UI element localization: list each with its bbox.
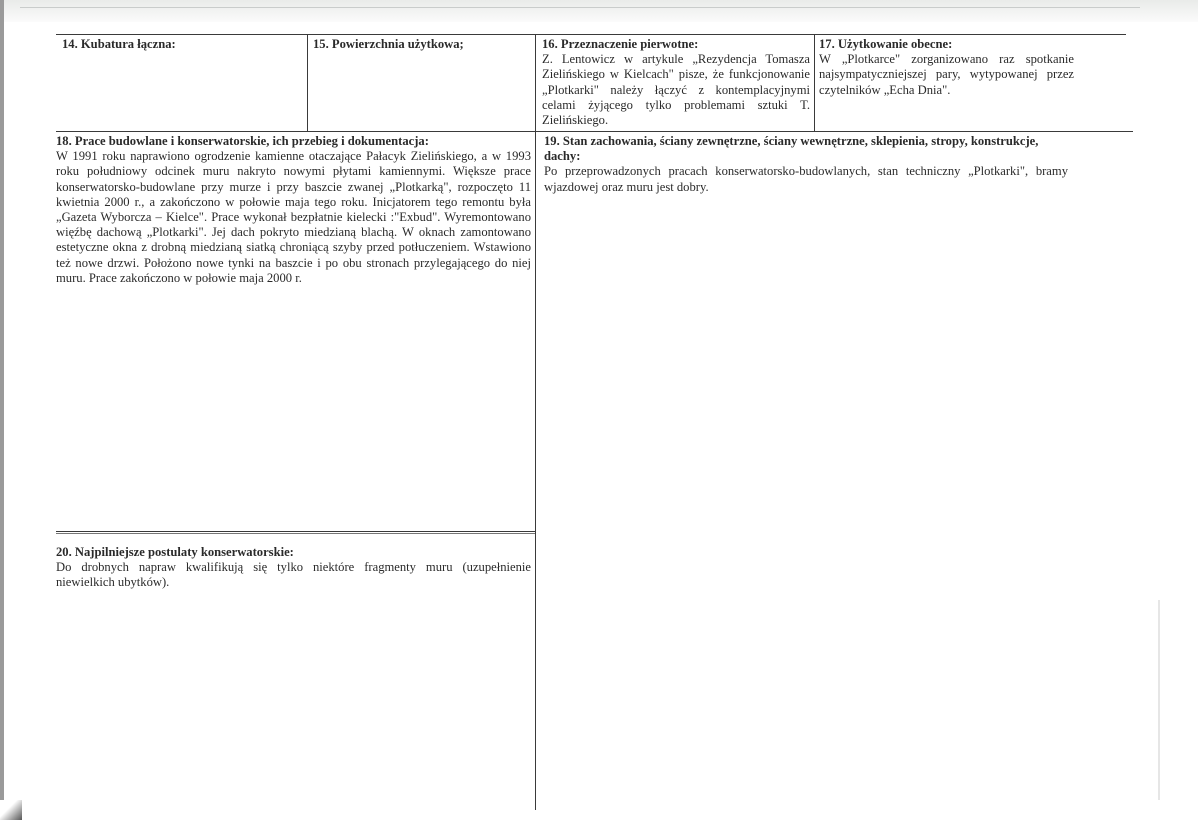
cell-17-label: 17. Użytkowanie obecne: <box>819 37 953 51</box>
cell-16-label: 16. Przeznaczenie pierwotne: <box>542 37 699 51</box>
column-divider-right-top <box>814 34 815 131</box>
cell20-top-border-inner <box>56 533 536 534</box>
column-divider-middle <box>535 34 536 810</box>
cell-19-stan-zachowania <box>544 134 1068 195</box>
cell-18-text: W 1991 roku naprawiono ogrodzenie kamienne otaczające Pałacyk Zielińskiego, a w 1993 roku południowy odcinek muru nakryto nowymi płytami kamiennymi. Większe prace konserwatorsko-budowlane przy murze i przy baszcie zwanej „Plotkarką", rozpoczęto 11 kwietnia 2000 r., a zakończono w połowie maja tego roku. Inicjatorem tego remontu była „Gazeta Wyborcza – Kielce". Prace wykonał bezpłatnie kielecki :"Exbud". Wyremontowano więźbę dachową „Plotkarki". Jej dach pokryto miedzianą blachą. W oknach zamontowano estetyczne okna z drobną miedzianą siatką chroniącą szyby przed potłuczeniem. Wstawiono też nowe drzwi. Położono nowe tynki na baszcie i po obu stronach przylegającego do niej muru. Prace zakończono w połowie maja 2000 r. <box>56 149 531 285</box>
cell-14-label: 14. Kubatura łączna: <box>62 37 176 51</box>
cell-16-przeznaczenie <box>542 37 810 128</box>
scan-corner-shadow <box>0 800 22 820</box>
cell-15-label: 15. Powierzchnia użytkowa; <box>313 37 464 51</box>
cell-20-label: 20. Najpilniejsze postulaty konserwatorskie: <box>56 545 294 559</box>
cell-16-text: Z. Lentowicz w artykule „Rezydencja Tomasza Zielińskiego w Kielcach" pisze, że funkcjonowanie „Plotkarki" należy łączyć z kontemplacyjnymi celami żyjącego tylko problemami sztuki T. Zielińskiego. <box>542 52 810 128</box>
cell-20-postulaty <box>56 545 531 591</box>
scan-right-shadow <box>1158 600 1160 800</box>
table-top-border <box>56 34 1126 35</box>
cell-18-label: 18. Prace budowlane i konserwatorskie, ich przebieg i dokumentacja: <box>56 134 429 148</box>
cell-17-uzytkowanie <box>819 37 1074 98</box>
cell-20-text: Do drobnych napraw kwalifikują się tylko niektóre fragmenty muru (uzupełnienie niewielkich ubytków). <box>56 560 531 590</box>
row1-bottom-border <box>56 131 1133 132</box>
scan-top-rule <box>20 7 1140 8</box>
column-divider-left-top <box>307 34 308 131</box>
cell20-top-border <box>56 531 536 532</box>
cell-14-kubatura <box>62 37 302 52</box>
cell-19-label: 19. Stan zachowania, ściany zewnętrzne, ściany wewnętrzne, sklepienia, stropy, konstrukcje, dachy: <box>544 134 1039 164</box>
cell-19-text: Po przeprowadzonych pracach konserwatorsko-budowlanych, stan techniczny „Plotkarki", bramy wjazdowej oraz muru jest dobry. <box>544 164 1068 194</box>
cell-18-prace-budowlane <box>56 134 531 286</box>
scan-top-band <box>0 0 1198 22</box>
cell-17-text: W „Plotkarce" zorganizowano raz spotkanie najsympatyczniejszej pary, wytypowanej przez czytelników „Echa Dnia". <box>819 52 1074 97</box>
cell-15-powierzchnia <box>313 37 531 52</box>
scan-left-edge <box>0 0 4 820</box>
